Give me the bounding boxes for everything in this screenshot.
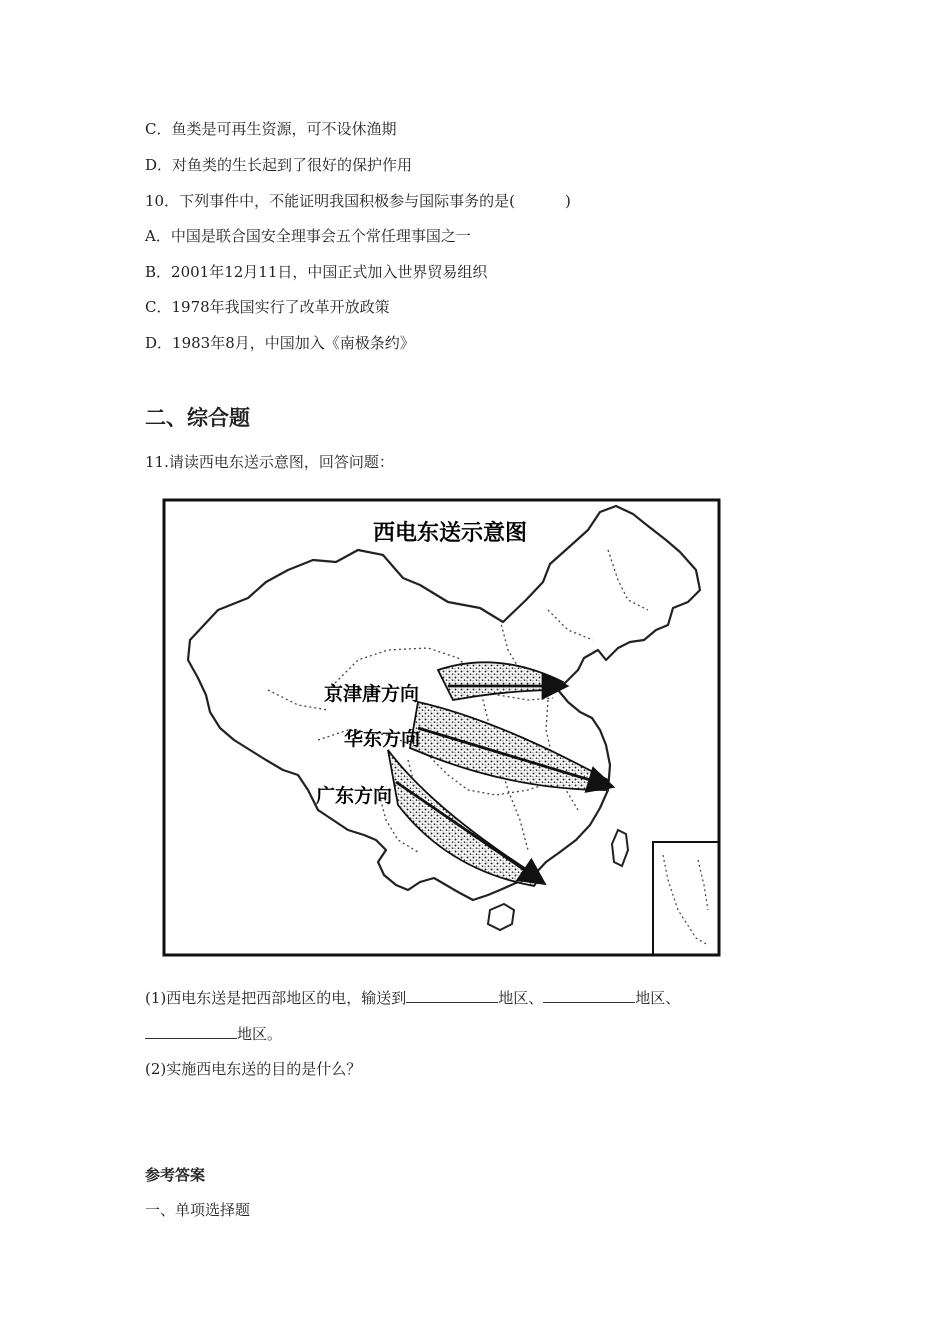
west-east-power-map (148, 490, 743, 968)
jingjintang-corridor (438, 662, 563, 700)
hainan-island (488, 904, 514, 930)
section-title: 二、综合题 (145, 406, 250, 430)
inset-islands (663, 855, 708, 945)
q11-sub1-line1 (145, 988, 680, 1008)
q11-sub1-sep1: 地区、 (498, 989, 544, 1007)
answer-blank-3[interactable] (145, 1024, 237, 1039)
q10-option-d: D．1983年8月，中国加入《南极条约》 (145, 334, 415, 352)
q11-sub1-end: 地区。 (237, 1025, 283, 1043)
answer-blank-2[interactable] (543, 988, 635, 1003)
q11-sub1-sep2: 地区、 (635, 989, 681, 1007)
q11-sub1-text: (1)西电东送是把西部地区的电，输送到 (145, 989, 407, 1007)
q10-stem (145, 191, 571, 211)
q10-option-c: C．1978年我国实行了改革开放政策 (145, 298, 390, 316)
q9-option-d: D．对鱼类的生长起到了很好的保护作用 (145, 156, 413, 174)
answers-heading: 参考答案 (145, 1166, 206, 1184)
q10-stem-text: 10．下列事件中，不能证明我国积极参与国际事务的是( (145, 192, 515, 210)
label-huadong: 华东方向 (344, 728, 421, 750)
south-china-sea-inset (653, 842, 719, 955)
map-title: 西电东送示意图 (373, 521, 528, 546)
answer-blank-1[interactable] (406, 988, 498, 1003)
answers-section1: 一、单项选择题 (145, 1201, 251, 1219)
label-jingjintang: 京津唐方向 (324, 683, 420, 705)
taiwan-island (612, 830, 628, 866)
q10-stem-close: ) (564, 192, 571, 210)
q11-sub1-line2 (145, 1024, 282, 1044)
q9-option-c: C．鱼类是可再生资源，可不设休渔期 (145, 120, 397, 138)
q11-sub2: (2)实施西电东送的目的是什么？ (145, 1060, 362, 1078)
q10-option-a: A．中国是联合国安全理事会五个常任理事国之一 (145, 227, 471, 245)
q11-stem: 11.请读西电东送示意图，回答问题： (145, 453, 394, 471)
q10-option-b: B．2001年12月11日，中国正式加入世界贸易组织 (145, 263, 488, 281)
label-guangdong: 广东方向 (316, 785, 393, 807)
